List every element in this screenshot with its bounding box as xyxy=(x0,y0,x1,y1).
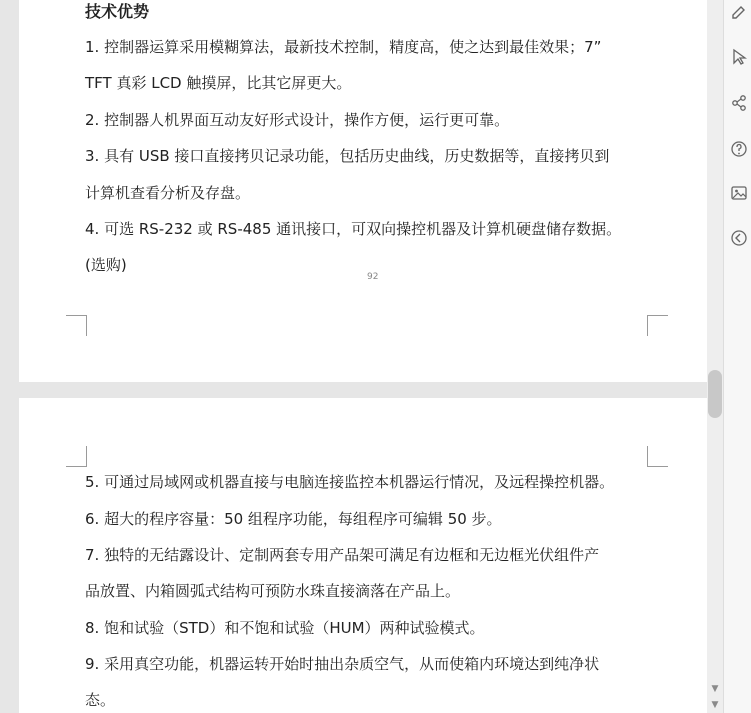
right-side-toolbar xyxy=(723,0,751,713)
paragraph-line: 6. 超大的程序容量：50 组程序功能，每组程序可编辑 50 步。 xyxy=(85,510,502,528)
paragraph-line: 1. 控制器运算采用模糊算法，最新技术控制，精度高，使之达到最佳效果；7” xyxy=(85,38,602,56)
document-page-bottom xyxy=(19,398,707,713)
scroll-down-arrow-icon[interactable]: ▼ xyxy=(711,684,719,694)
scroll-to-bottom-icon[interactable]: ▼ xyxy=(711,700,719,710)
margin-corner-mark xyxy=(647,315,668,336)
paragraph-line: 4. 可选 RS-232 或 RS-485 通讯接口，可双向操控机器及计算机硬盘储存数据。 xyxy=(85,220,622,238)
paragraph-line: 9. 采用真空功能，机器运转开始时抽出杂质空气，从而使箱内环境达到纯净状 xyxy=(85,655,600,673)
share-icon[interactable] xyxy=(730,94,748,112)
translate-icon[interactable] xyxy=(730,229,748,247)
paragraph-line: (选购) xyxy=(85,256,127,274)
edit-icon[interactable] xyxy=(730,4,748,22)
image-icon[interactable] xyxy=(730,184,748,202)
margin-corner-mark xyxy=(66,315,87,336)
paragraph-line: 8. 饱和试验（STD）和不饱和试验（HUM）两种试验模式。 xyxy=(85,619,485,637)
paragraph-line: 3. 具有 USB 接口直接拷贝记录功能，包括历史曲线，历史数据等，直接拷贝到 xyxy=(85,147,610,165)
scrollbar-thumb[interactable] xyxy=(708,370,722,418)
margin-corner-mark xyxy=(66,446,87,467)
vertical-scrollbar[interactable] xyxy=(707,0,723,713)
margin-corner-mark xyxy=(647,446,668,467)
select-icon[interactable] xyxy=(730,48,748,66)
paragraph-line: TFT 真彩 LCD 触摸屏，比其它屏更大。 xyxy=(85,74,352,92)
page-number: 92 xyxy=(367,272,379,282)
paragraph-line: 7. 独特的无结露设计、定制两套专用产品架可满足有边框和无边框光伏组件产 xyxy=(85,546,600,564)
paragraph-line: 品放置、内箱圆弧式结构可预防水珠直接滴落在产品上。 xyxy=(85,582,461,600)
help-icon[interactable] xyxy=(730,140,748,158)
document-page-top xyxy=(19,0,707,382)
paragraph-line: 2. 控制器人机界面互动友好形式设计，操作方便，运行更可靠。 xyxy=(85,111,510,129)
paragraph-line: 计算机查看分析及存盘。 xyxy=(85,184,251,202)
paragraph-line: 5. 可通过局域网或机器直接与电脑连接监控本机器运行情况，及远程操控机器。 xyxy=(85,473,615,491)
section-heading: 技术优势 xyxy=(85,2,150,21)
paragraph-line: 态。 xyxy=(85,691,116,709)
